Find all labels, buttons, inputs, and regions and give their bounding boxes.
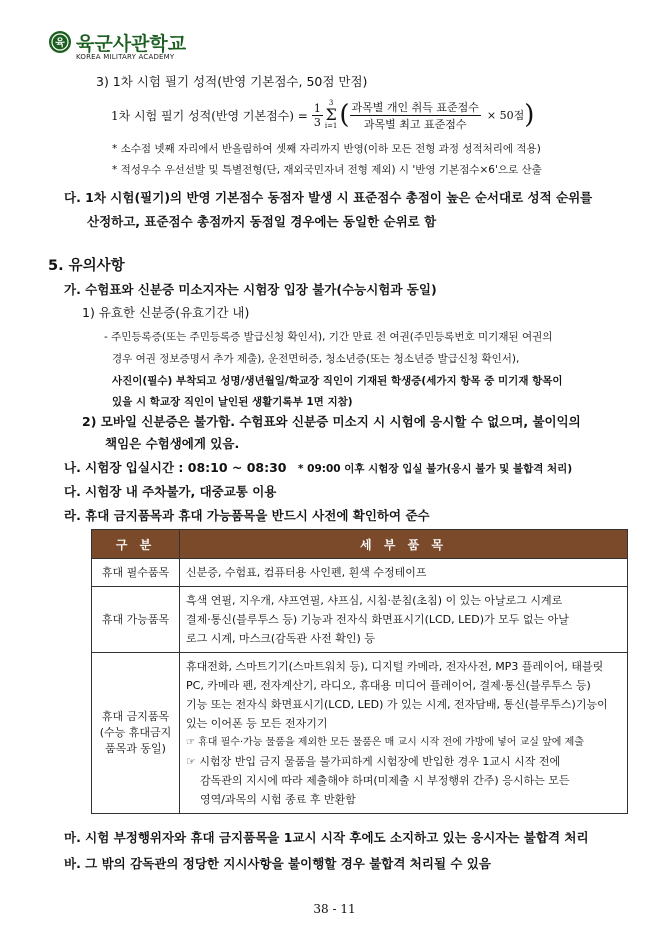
logo-title: 육군사관학교 xyxy=(76,33,187,55)
item-na-note: * 09:00 이후 시험장 입실 불가(응시 불가 및 불합격 처리) xyxy=(298,463,573,475)
item-ma: 마. 시험 부정행위자와 휴대 금지품목을 1교시 시작 후에도 소지하고 있는 응시자는 불합격 처리 xyxy=(64,830,589,845)
formula-coefficient: $\frac{1}{3}$ xyxy=(313,101,321,129)
item-ga: 가. 수험표와 신분증 미소지자는 시험장 입장 불가(수능시험과 동일) xyxy=(64,282,437,297)
logo-subtitle: KOREA MILITARY ACADEMY xyxy=(76,53,175,61)
summation: 3 Σ i=1 xyxy=(324,99,338,130)
score-formula: 1차 시험 필기 성적(반영 기본점수) = $\frac{1}{3}$ 3 Σ i=1 ( $\frac{\text{과목별 개인 취득 표준점수}}{\text{과목별 최고 표준점수}}$ × 50점 ) xyxy=(111,99,535,131)
note-aptitude: * 적성우수 우선선발 및 특별전형(단, 재외국민자녀 전형 제외) 시 '반영 기본점수×6'으로 산출 xyxy=(112,164,542,176)
item-ga-1: 1) 유효한 신분증(유효기간 내) xyxy=(82,305,250,320)
table-row xyxy=(92,587,628,653)
table-cell-details: 흑색 연필, 지우개, 샤프연필, 샤프심, 시침·분침(초침) 이 있는 아날로그 시계로 결제·통신(블루투스 등) 기능과 전자식 화면표시기(LCD, LED)가 모두 없는 아날 로그 시계, 마스크(감독관 사전 확인) 등 xyxy=(180,587,628,653)
formula-fraction: $\frac{\text{과목별 개인 취득 표준점수}}{\text{과목별 최고 표준점수}}$ xyxy=(351,100,479,131)
item-da-line1: 다. 1차 시험(필기)의 반영 기본점수 동점자 발생 시 표준점수 총점이 높은 순서대로 성적 순위를 xyxy=(64,190,593,205)
logo xyxy=(48,28,188,68)
table-row xyxy=(92,653,628,814)
item-na: 나. 시험장 입실시간 : 08:10 ~ 08:30 xyxy=(64,460,287,475)
id-list-line2: 경우 여권 정보증명서 추가 제출), 운전면허증, 청소년증(또는 청소년증 발급신청 확인서), xyxy=(112,353,520,365)
academy-emblem-icon xyxy=(48,30,72,54)
items-table xyxy=(91,529,628,814)
table-header-row xyxy=(92,530,628,559)
id-list-line4: 있을 시 학교장 직인이 날인된 생활기록부 1면 지참) xyxy=(112,396,353,408)
item-ba: 바. 그 밖의 감독관의 정당한 지시사항을 불이행할 경우 불합격 처리될 수 있음 xyxy=(64,856,491,871)
section-title: 5. 유의사항 xyxy=(48,258,125,274)
table-cell-details: 신분증, 수험표, 컴퓨터용 사인펜, 흰색 수정테이프 xyxy=(180,559,628,587)
item-da-line2: 산정하고, 표준점수 총점까지 동점일 경우에는 동일한 순위로 함 xyxy=(87,214,437,229)
table-header-category: 구 분 xyxy=(92,530,180,559)
id-list-line3: 사진이(필수) 부착되고 성명/생년월일/학교장 직인이 기재된 학생증(세가지 항목 중 미기재 항목이 xyxy=(112,375,563,387)
table-cell-details: 휴대전화, 스마트기기(스마트워치 등), 디지털 카메라, 전자사전, MP3 플레이어, 태블릿 PC, 카메라 펜, 전자계산기, 라디오, 휴대용 미디어 플레이어, 결제·통신(블루투스 등) 기능 또는 전자식 화면표시기(LCD, LED) 가 있는 시계, 전자담배, 통신(블루투스)기능이 있는 이어폰 등 모든 전자기기 ☞ 휴대 필수·가능 물품을 제외한 모든 물품은 매 교시 시작 전에 가방에 넣어 교실 앞에 제출 ☞ 시험장 반입 금지 물품을 불가피하게 시험장에 반입한 경우 1교시 시작 전에 감독관의 지시에 따라 제출해야 하며(미제출 시 부정행위 간주) 응시하는 모든 영역/과목의 시험 종료 후 반환함 xyxy=(180,653,628,814)
item-ga-2-line1: 2) 모바일 신분증은 불가함. 수험표와 신분증 미소지 시 시험에 응시할 수 없으며, 불이익의 xyxy=(82,414,581,429)
table-cell-category: 휴대 가능품목 xyxy=(92,587,180,653)
svg-text:육: 육 xyxy=(55,38,65,49)
item-ra: 라. 휴대 금지품목과 휴대 가능품목을 반드시 사전에 확인하여 준수 xyxy=(64,508,430,523)
table-row xyxy=(92,559,628,587)
id-list-line1: - 주민등록증(또는 주민등록증 발급신청 확인서), 기간 만료 전 여권(주민등록번호 미기재된 여권의 xyxy=(104,331,553,343)
item-ga-2-line2: 책임은 수험생에게 있음. xyxy=(105,436,240,451)
formula-lhs: 1차 시험 필기 성적(반영 기본점수) = xyxy=(111,108,308,123)
item3-heading: 3) 1차 시험 필기 성적(반영 기본점수, 50점 만점) xyxy=(96,74,368,89)
table-header-details: 세 부 품 목 xyxy=(180,530,628,559)
page-number: 38 - 11 xyxy=(313,902,356,916)
table-cell-category: 휴대 필수품목 xyxy=(92,559,180,587)
item-da-parking: 다. 시험장 내 주차불가, 대중교통 이용 xyxy=(64,484,277,499)
note-rounding: * 소수점 넷째 자리에서 반올림하여 셋째 자리까지 반영(이하 모든 전형 과정 성적처리에 적용) xyxy=(112,143,541,155)
table-cell-category: 휴대 금지품목 (수능 휴대금지 품목과 동일) xyxy=(92,653,180,814)
